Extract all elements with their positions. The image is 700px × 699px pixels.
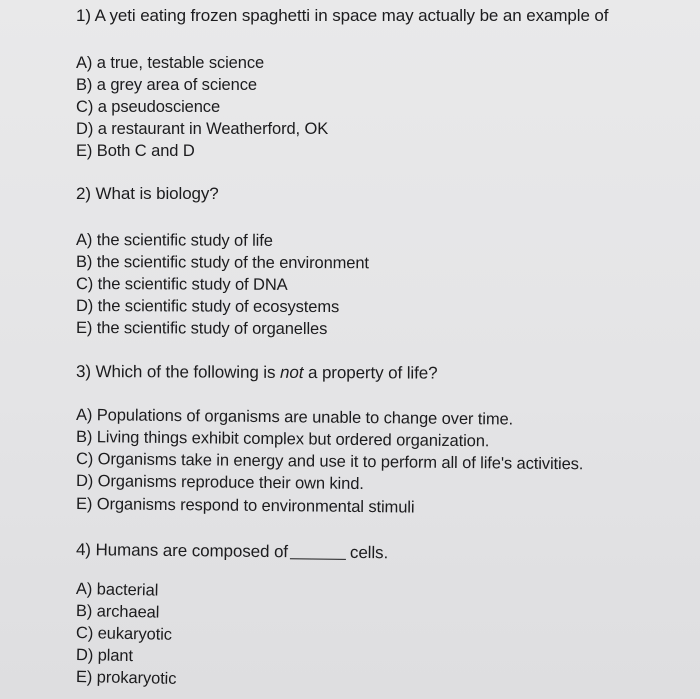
- question-1-option-e: E) Both C and D: [76, 142, 195, 160]
- question-3-stem-after: a property of life?: [303, 362, 438, 383]
- question-2-option-b: B) the scientific study of the environment: [75, 253, 369, 273]
- question-2-stem: 2) What is biology?: [76, 184, 219, 203]
- question-1-option-d: D) a restaurant in Weatherford, OK: [76, 120, 329, 138]
- answer-blank: [290, 557, 346, 560]
- question-1-stem: 1) A yeti eating frozen spaghetti in space may actually be an example of: [76, 6, 609, 25]
- question-2-option-d: D) the scientific study of ecosystems: [75, 297, 340, 317]
- question-3-stem-emphasis: not: [279, 362, 304, 382]
- question-1-option-a: A) a true, testable science: [76, 54, 265, 72]
- question-3-option-e: E) Organisms respond to environmental stimuli: [75, 495, 415, 517]
- question-3-option-d: D) Organisms reproduce their own kind.: [75, 472, 364, 494]
- question-2-option-c: C) the scientific study of DNA: [75, 275, 288, 294]
- question-1-option-c: C) a pseudoscience: [76, 98, 221, 116]
- question-3-stem: [76, 362, 438, 384]
- question-4-option-c: C) eukaryotic: [75, 624, 173, 644]
- question-2-option-e: E) the scientific study of organelles: [75, 319, 328, 339]
- question-4-option-a: A) bacterial: [75, 580, 159, 600]
- question-4-stem: [76, 540, 388, 563]
- question-3-option-b: B) Living things exhibit complex but ordered organization.: [75, 428, 490, 451]
- question-1-option-b: B) a grey area of science: [76, 76, 257, 94]
- question-4-option-e: E) prokaryotic: [75, 668, 177, 688]
- question-4-option-d: D) plant: [75, 646, 134, 666]
- question-2-option-a: A) the scientific study of life: [75, 231, 273, 250]
- question-3-option-c: C) Organisms take in energy and use it to perform all of life's activities.: [75, 450, 584, 474]
- question-4-option-b: B) archaeal: [75, 602, 160, 622]
- question-4-stem-before: 4) Humans are composed of: [75, 540, 289, 562]
- question-3-option-a: A) Populations of organisms are unable to change over time.: [75, 406, 514, 429]
- question-3-stem-before: 3) Which of the following is: [75, 362, 281, 382]
- question-4-stem-after: cells.: [349, 542, 389, 563]
